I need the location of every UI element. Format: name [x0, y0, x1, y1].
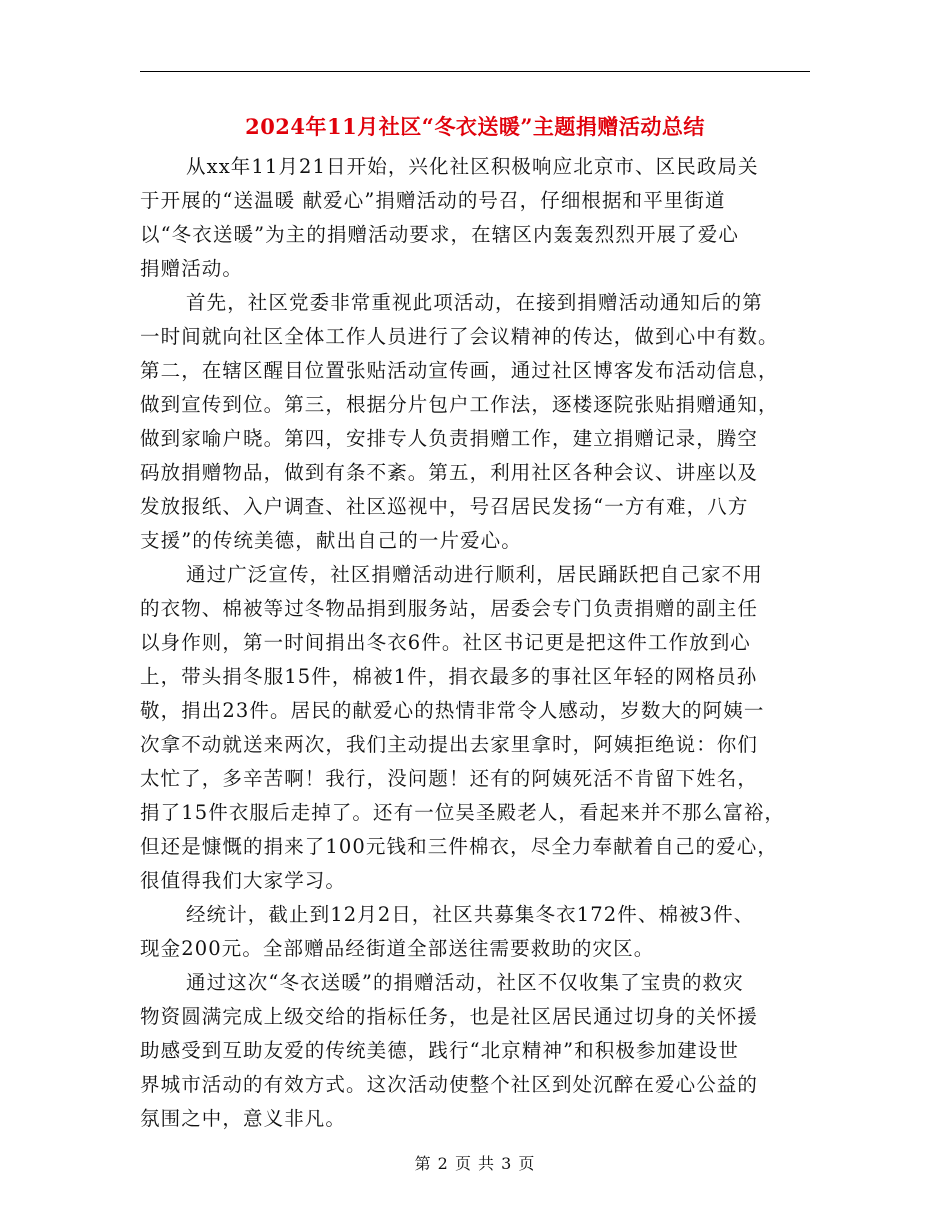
paragraph-line: 做到家喻户晓。第四，安排专人负责捐赠工作，建立捐赠记录，腾空: [140, 427, 759, 450]
paragraph-line: 捐赠活动。: [140, 257, 244, 280]
page-footer: 第 2 页 共 3 页: [414, 1154, 536, 1173]
paragraph-line: 氛围之中，意义非凡。: [140, 1107, 347, 1130]
document-title: 2024年11月社区“冬衣送暖”主题捐赠活动总结: [245, 114, 705, 139]
paragraph-line: 首先，社区党委非常重视此项活动，在接到捐赠活动通知后的第: [186, 291, 763, 314]
paragraph-line: 界城市活动的有效方式。这次活动使整个社区到处沉醉在爱心公益的: [140, 1073, 759, 1096]
paragraph-line: 以“冬衣送暖”为主的捐赠活动要求，在辖区内轰轰烈烈开展了爱心: [140, 223, 739, 246]
paragraph: [140, 966, 812, 1136]
paragraph-line: 现金200元。全部赠品经街道全部送往需要救助的灾区。: [140, 937, 655, 960]
paragraph-line: 敬，捐出23件。居民的献爱心的热情非常令人感动，岁数大的阿姨一: [140, 699, 765, 722]
paragraph-line: 经统计，截止到12月2日，社区共募集冬衣172件、棉被3件、: [186, 903, 755, 926]
paragraph-line: 次拿不动就送来两次，我们主动提出去家里拿时，阿姨拒绝说：你们: [140, 733, 759, 756]
paragraph-line: 从xx年11月21日开始，兴化社区积极响应北京市、区民政局关: [186, 155, 759, 178]
paragraph-line: 的衣物、棉被等过冬物品捐到服务站，居委会专门负责捐赠的副主任: [140, 597, 759, 620]
paragraph: [140, 150, 812, 286]
paragraph-line: 发放报纸、入户调查、社区巡视中，号召居民发扬“一方有难，八方: [140, 495, 749, 518]
document-body: [140, 150, 812, 1136]
paragraph: [140, 286, 812, 558]
paragraph-line: 物资圆满完成上级交给的指标任务，也是社区居民通过切身的关怀援: [140, 1005, 759, 1028]
paragraph-line: 一时间就向社区全体工作人员进行了会议精神的传达，做到心中有数。: [140, 325, 779, 348]
paragraph-line: 第二，在辖区醒目位置张贴活动宣传画，通过社区博客发布活动信息，: [140, 359, 779, 382]
paragraph-line: 于开展的“送温暖 献爱心”捐赠活动的号召，仔细根据和平里街道: [140, 189, 726, 212]
paragraph: [140, 898, 812, 966]
paragraph-line: 很值得我们大家学习。: [140, 869, 347, 892]
paragraph-line: 上，带头捐冬服15件，棉被1件，捐衣最多的事社区年轻的网格员孙: [140, 665, 758, 688]
paragraph: [140, 558, 812, 898]
paragraph-line: 通过这次“冬衣送暖”的捐赠活动，社区不仅收集了宝贵的救灾: [186, 971, 744, 994]
paragraph-line: 捐了15件衣服后走掉了。还有一位吴圣殿老人，看起来并不那么富裕，: [140, 801, 786, 824]
paragraph-line: 以身作则，第一时间捐出冬衣6件。社区书记更是把这件工作放到心: [140, 631, 751, 654]
paragraph-line: 但还是慷慨的捐来了100元钱和三件棉衣，尽全力奉献着自己的爱心，: [140, 835, 778, 858]
paragraph-line: 太忙了，多辛苦啊！我行，没问题！还有的阿姨死活不肯留下姓名，: [140, 767, 759, 790]
paragraph-line: 助感受到互助友爱的传统美德，践行“北京精神”和积极参加建设世: [140, 1039, 739, 1062]
header-rule: [140, 71, 810, 72]
paragraph-line: 码放捐赠物品，做到有条不紊。第五，利用社区各种会议、讲座以及: [140, 461, 759, 484]
paragraph-line: 通过广泛宣传，社区捐赠活动进行顺利，居民踊跃把自己家不用: [186, 563, 763, 586]
paragraph-line: 做到宣传到位。第三，根据分片包户工作法，逐楼逐院张贴捐赠通知，: [140, 393, 779, 416]
paragraph-line: 支援”的传统美德，献出自己的一片爱心。: [140, 529, 522, 552]
